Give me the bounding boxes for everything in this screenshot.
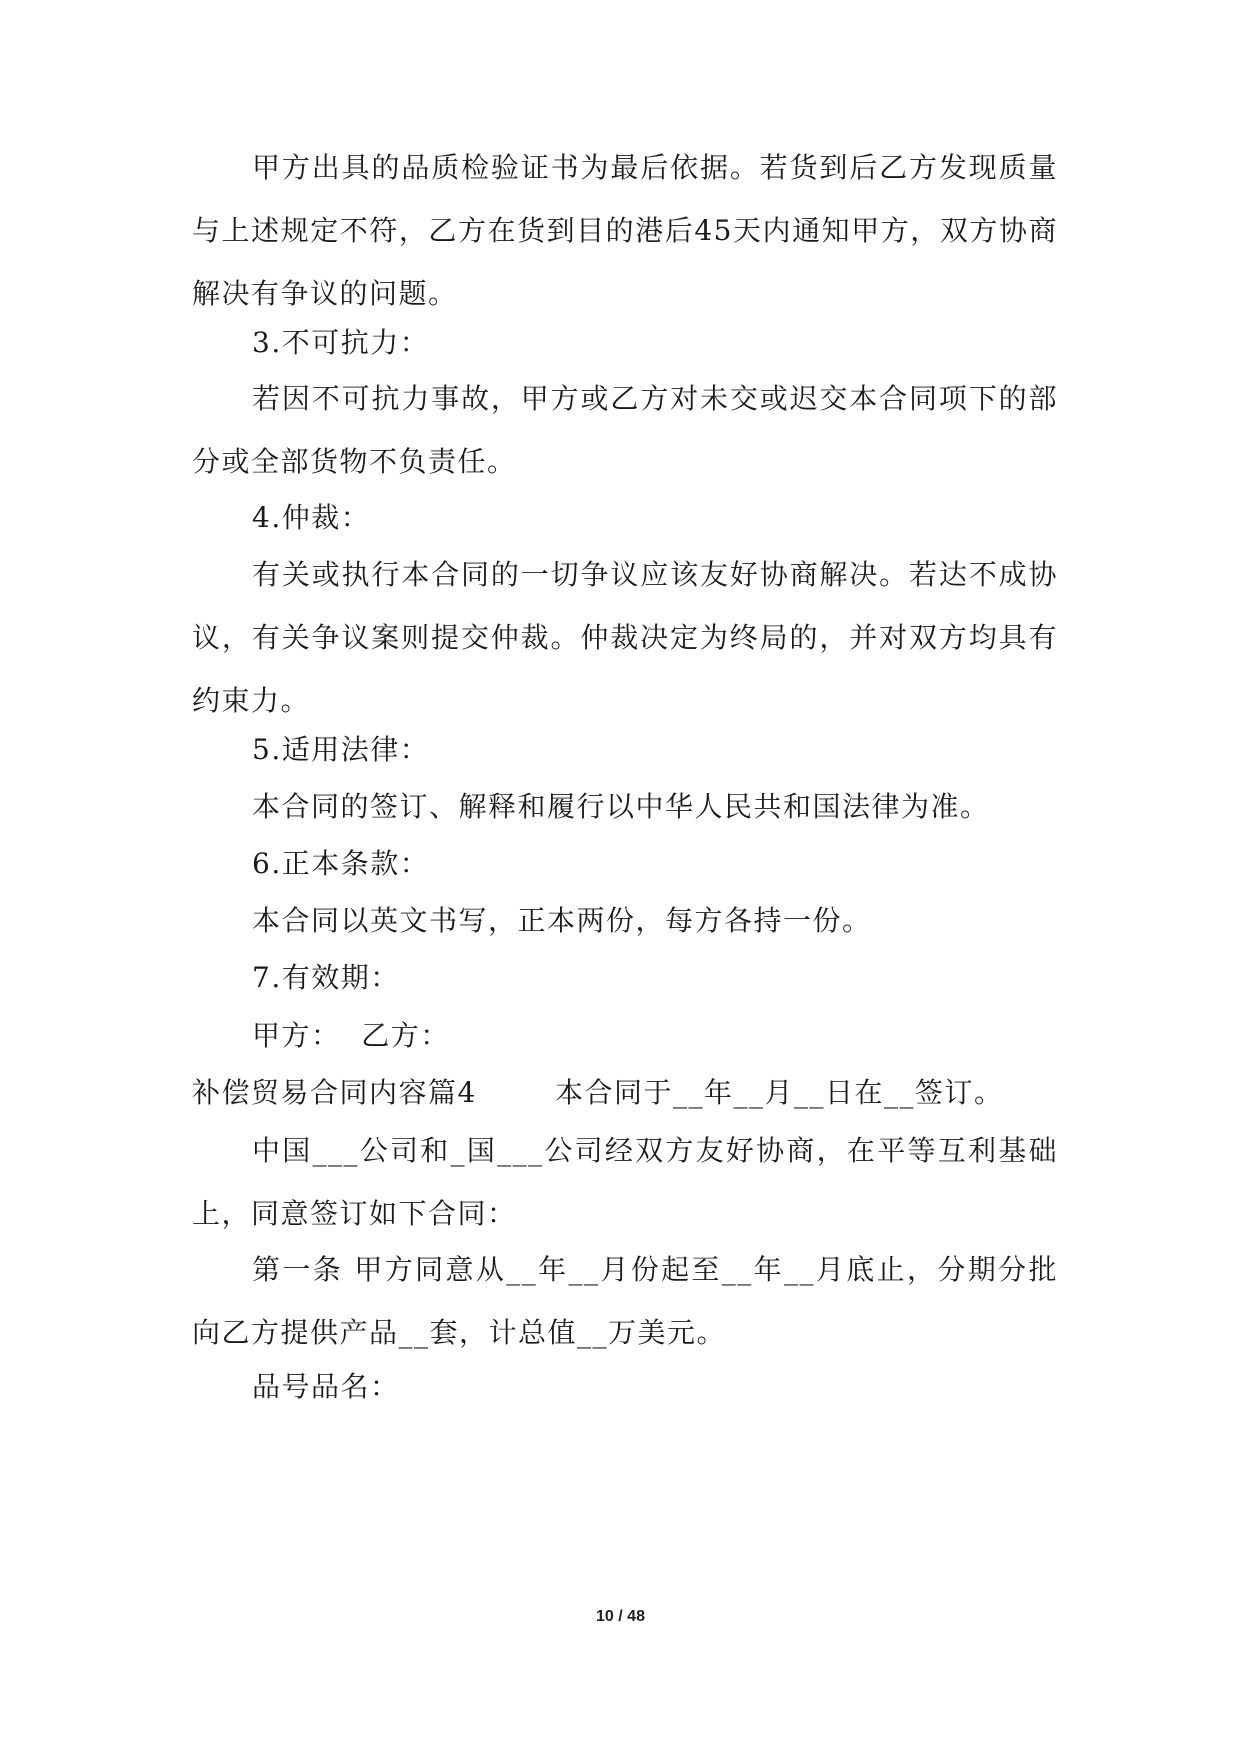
paragraph-applicable-law: 本合同的签订、解释和履行以中华人民共和国法律为准。	[252, 790, 990, 823]
section-intro-text: 本合同于__年__月__日在__签订。	[555, 1076, 1004, 1109]
paragraph-arbitration: 有关或执行本合同的一切争议应该友好协商解决。若达不成协议，有关争议案则提交仲裁。仲裁决定为终局的，并对双方均具有约束力。	[192, 558, 1058, 717]
clause-heading-arbitration: 4.仲裁：	[252, 501, 371, 534]
clause-heading-validity: 7.有效期：	[252, 961, 400, 994]
item-name-label: 品号品名：	[252, 1370, 400, 1403]
section-title: 补偿贸易合同内容篇4	[192, 1076, 477, 1109]
page-number: 10 / 48	[596, 1608, 645, 1625]
paragraph-parties-agreement: 中国___公司和_国___公司经双方友好协商，在平等互利基础上，同意签订如下合同：	[192, 1134, 1058, 1230]
clause-heading-force-majeure: 3.不可抗力：	[252, 326, 430, 359]
paragraph-quality-inspection: 甲方出具的品质检验证书为最后依据。若货到后乙方发现质量与上述规定不符，乙方在货到目的港后45天内通知甲方，双方协商解决有争议的问题。	[192, 151, 1058, 310]
paragraph-original-copies: 本合同以英文书写，正本两份，每方各持一份。	[252, 904, 872, 937]
paragraph-force-majeure: 若因不可抗力事故，甲方或乙方对未交或迟交本合同项下的部分或全部货物不负责任。	[192, 382, 1058, 478]
signature-parties-line: 甲方： 乙方：	[252, 1019, 450, 1052]
clause-heading-original-copies: 6.正本条款：	[252, 847, 430, 880]
section-heading-line	[192, 1061, 1058, 1124]
clause-heading-applicable-law: 5.适用法律：	[252, 733, 430, 766]
paragraph-article-one: 第一条 甲方同意从__年__月份起至__年__月底止，分期分批向乙方提供产品__套，计总值__万美元。	[192, 1253, 1058, 1349]
